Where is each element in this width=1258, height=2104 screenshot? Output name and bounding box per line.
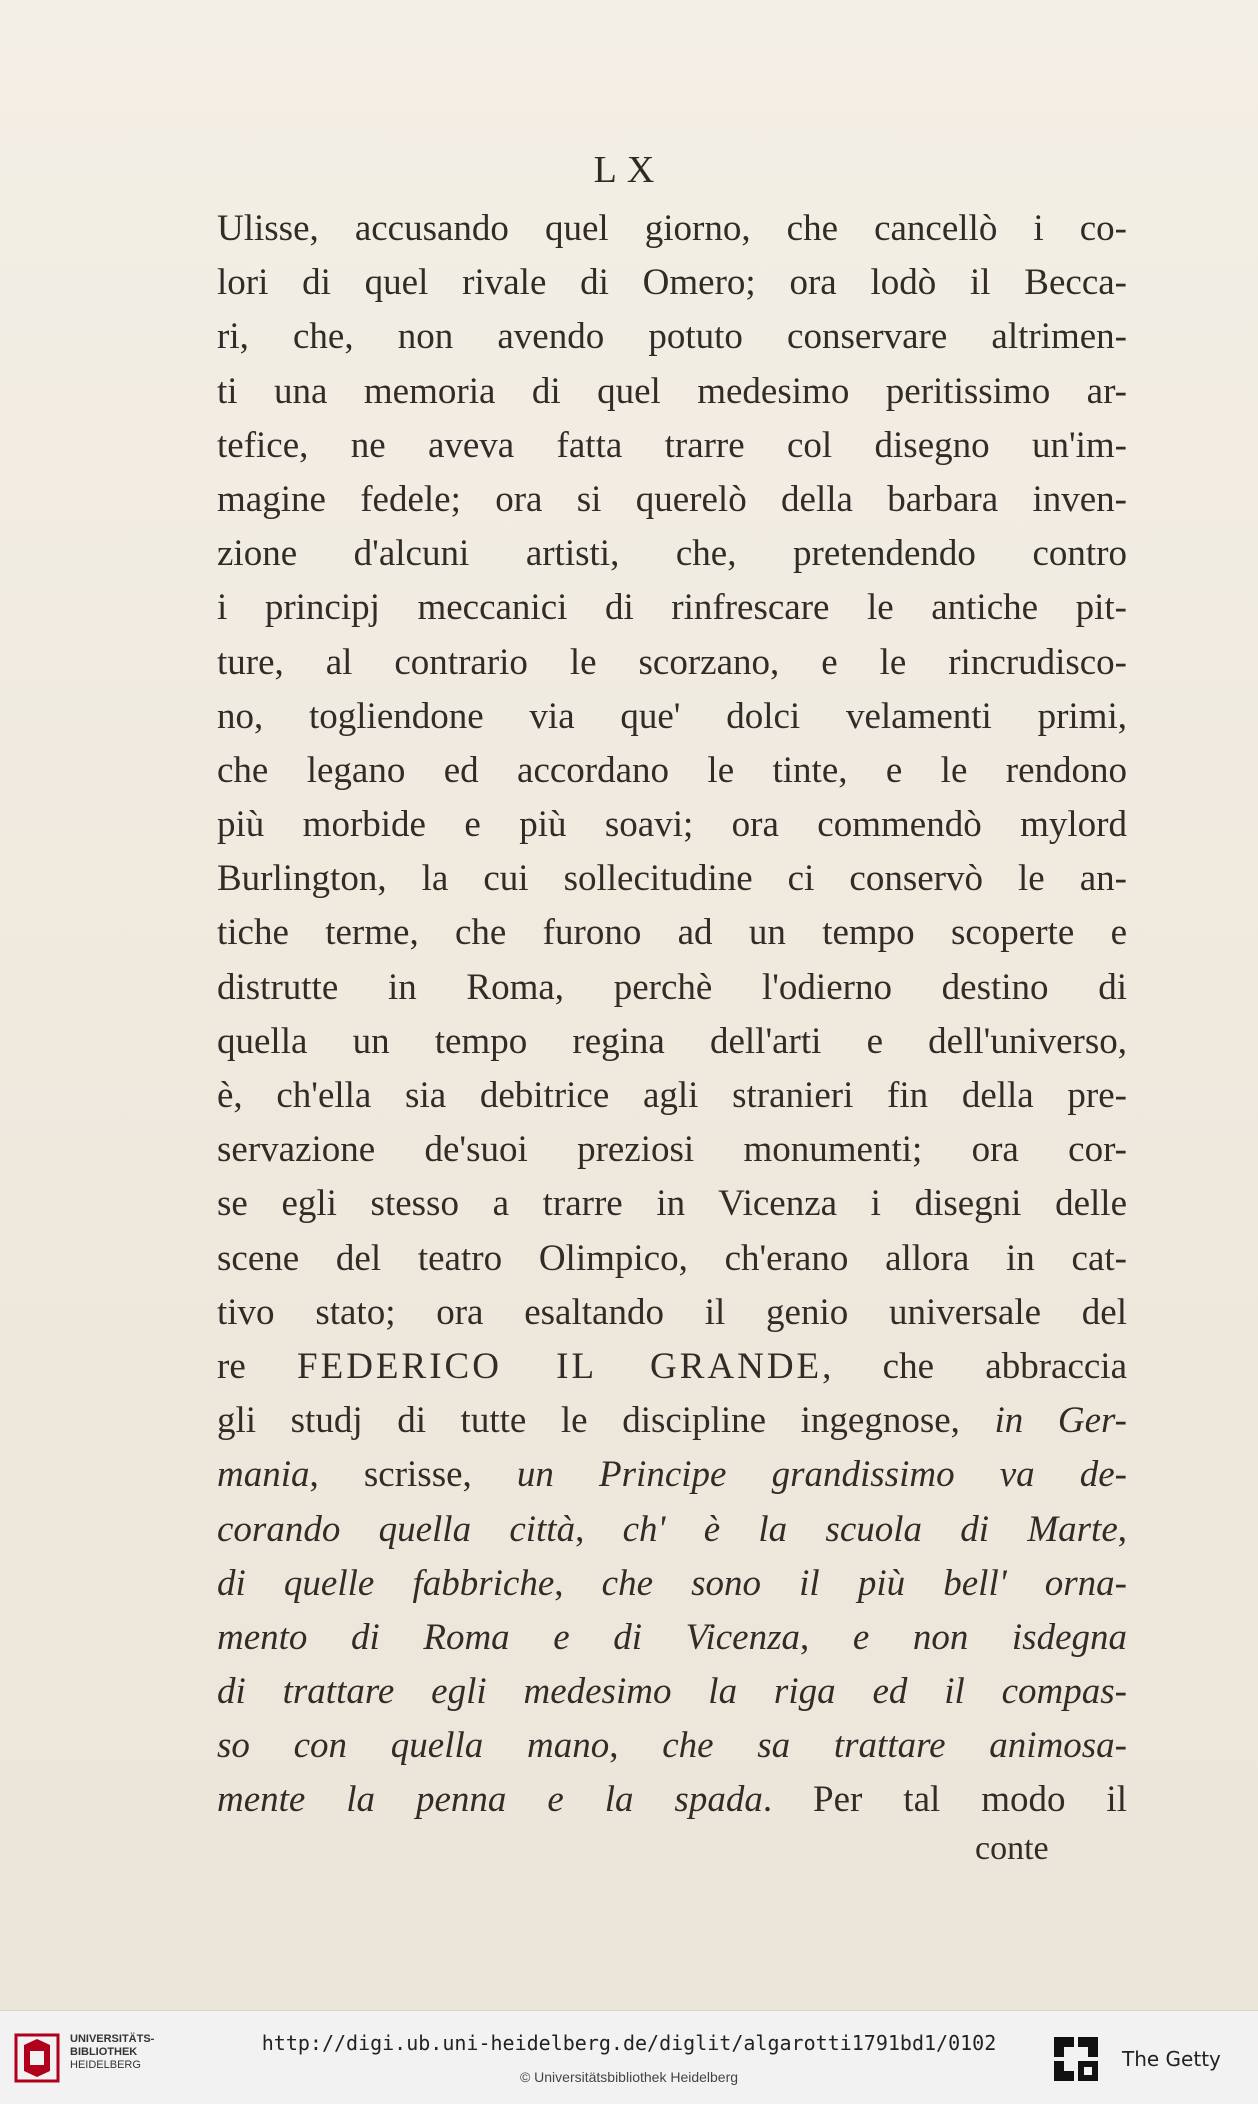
text-run: ri, che, non avendo potuto conservare altrimen- <box>217 316 1127 358</box>
text-line <box>217 1503 1127 1557</box>
text-line <box>217 419 1127 473</box>
text-run: so con quella mano <box>217 1725 610 1767</box>
text-run: più morbide e più soavi; ora commendò mylord <box>217 804 1127 846</box>
text-line <box>217 473 1127 527</box>
text-line <box>217 202 1127 256</box>
text-run: di quelle fabbriche <box>217 1562 555 1604</box>
text-run: quella un tempo regina dell'arti e dell'universo, <box>217 1020 1127 1062</box>
text-line <box>217 798 1127 852</box>
text-run: tiche terme, che furono ad un tempo scoperte e <box>217 912 1127 954</box>
text-run: , scrisse, <box>309 1454 517 1496</box>
text-line <box>217 1394 1127 1448</box>
text-line <box>217 1665 1127 1719</box>
text-run: servazione de'suoi preziosi monumenti; ora cor- <box>217 1129 1127 1171</box>
text-line <box>217 1340 1127 1394</box>
text-run: , <box>575 1508 623 1550</box>
text-line <box>217 1177 1127 1231</box>
text-line <box>217 1069 1127 1123</box>
text-run: se egli stesso a trarre in Vicenza i disegni delle <box>217 1183 1127 1225</box>
page-number: LX <box>593 149 665 191</box>
text-run: e non isdegna <box>852 1616 1127 1658</box>
text-run: , <box>1117 1508 1127 1550</box>
text-run: gli studj di tutte le discipline ingegnose, <box>217 1400 995 1442</box>
text-line <box>217 636 1127 690</box>
text-line <box>217 527 1127 581</box>
text-line <box>217 1286 1127 1340</box>
text-run: mento di Roma e di Vicenza <box>217 1616 800 1658</box>
text-line <box>217 1448 1127 1502</box>
text-line <box>217 744 1127 798</box>
text-run: mania <box>217 1454 310 1496</box>
text-line <box>217 1232 1127 1286</box>
text-run: mente la penna e la spada <box>217 1779 763 1821</box>
getty-mark-icon <box>1050 2033 1102 2085</box>
text-run: . Per tal modo il <box>762 1779 1127 1821</box>
text-run: no, togliendone via que' dolci velamenti primi, <box>217 695 1127 737</box>
text-line <box>217 1773 1127 1827</box>
library-name-line1: UNIVERSITÄTS- <box>70 2033 155 2045</box>
text-run: ch' è la scuola di Marte <box>622 1508 1118 1550</box>
text-line <box>217 581 1127 635</box>
text-line <box>217 906 1127 960</box>
text-run: corando quella città <box>217 1508 576 1550</box>
text-run: è, ch'ella sia debitrice agli stranieri fin della pre- <box>217 1075 1127 1116</box>
text-run: , <box>800 1616 853 1658</box>
catchword: conte <box>975 1830 1049 1867</box>
text-run: tefice, ne aveva fatta trarre col disegno un'im- <box>217 424 1127 466</box>
text-line <box>217 1557 1127 1611</box>
getty-logo[interactable] <box>1050 2033 1240 2088</box>
text-line <box>217 310 1127 364</box>
viewer-footer <box>0 2010 1258 2104</box>
text-run: , che abbraccia <box>822 1345 1127 1387</box>
copyright-notice: © Universitätsbibliothek Heidelberg <box>519 2069 739 2085</box>
text-run: magine fedele; ora si querelò della barbara inven- <box>217 478 1127 520</box>
text-line <box>217 690 1127 744</box>
text-run: che sa trattare animosa- <box>662 1725 1127 1767</box>
text-run: lori di quel rivale di Omero; ora lodò il Becca- <box>217 262 1127 304</box>
text-run: re <box>217 1345 298 1387</box>
text-line <box>217 1611 1127 1665</box>
body-text <box>217 202 1127 1828</box>
text-run: zione d'alcuni artisti, che, pretendendo contro <box>217 533 1127 575</box>
text-run: , <box>609 1725 663 1767</box>
text-run: che sono il più bell' orna- <box>601 1562 1127 1604</box>
text-run: , <box>554 1562 602 1604</box>
text-run: di trattare egli medesimo la riga ed il compas- <box>217 1671 1127 1713</box>
text-run: che legano ed accordano le tinte, e le rendono <box>217 749 1127 791</box>
text-run: ti una memoria di quel medesimo peritissimo ar- <box>217 370 1127 412</box>
text-run: ture, al contrario le scorzano, e le rincrudisco- <box>217 641 1127 683</box>
text-line <box>217 256 1127 310</box>
library-name-line2: BIBLIOTHEK <box>70 2046 138 2058</box>
text-run: un Principe grandissimo va de- <box>516 1454 1127 1496</box>
text-run: distrutte in Roma, perchè l'odierno destino di <box>217 966 1127 1008</box>
text-run: tivo stato; ora esaltando il genio universale del <box>217 1291 1127 1333</box>
text-line <box>217 365 1127 419</box>
text-run: i principj meccanici di rinfrescare le antiche pit- <box>217 587 1127 629</box>
text-line <box>217 1015 1127 1069</box>
text-run: in Ger- <box>994 1400 1127 1442</box>
text-line <box>217 1719 1127 1773</box>
text-line <box>217 1123 1127 1177</box>
text-run: Ulisse, accusando quel giorno, che cancellò i co- <box>217 208 1127 249</box>
text-run: Burlington, la cui sollecitudine ci conservò le an- <box>217 858 1127 900</box>
permalink-url[interactable]: http://digi.ub.uni-heidelberg.de/diglit/algarotti1791bd1/0102 <box>261 2031 997 2055</box>
getty-label: The Getty <box>1122 2047 1221 2071</box>
text-run: FEDERICO IL GRANDE <box>297 1345 823 1387</box>
text-line <box>217 852 1127 906</box>
library-name-line3: HEIDELBERG <box>70 2059 141 2071</box>
text-run: scene del teatro Olimpico, ch'erano allora in cat- <box>217 1237 1127 1279</box>
text-line <box>217 961 1127 1015</box>
